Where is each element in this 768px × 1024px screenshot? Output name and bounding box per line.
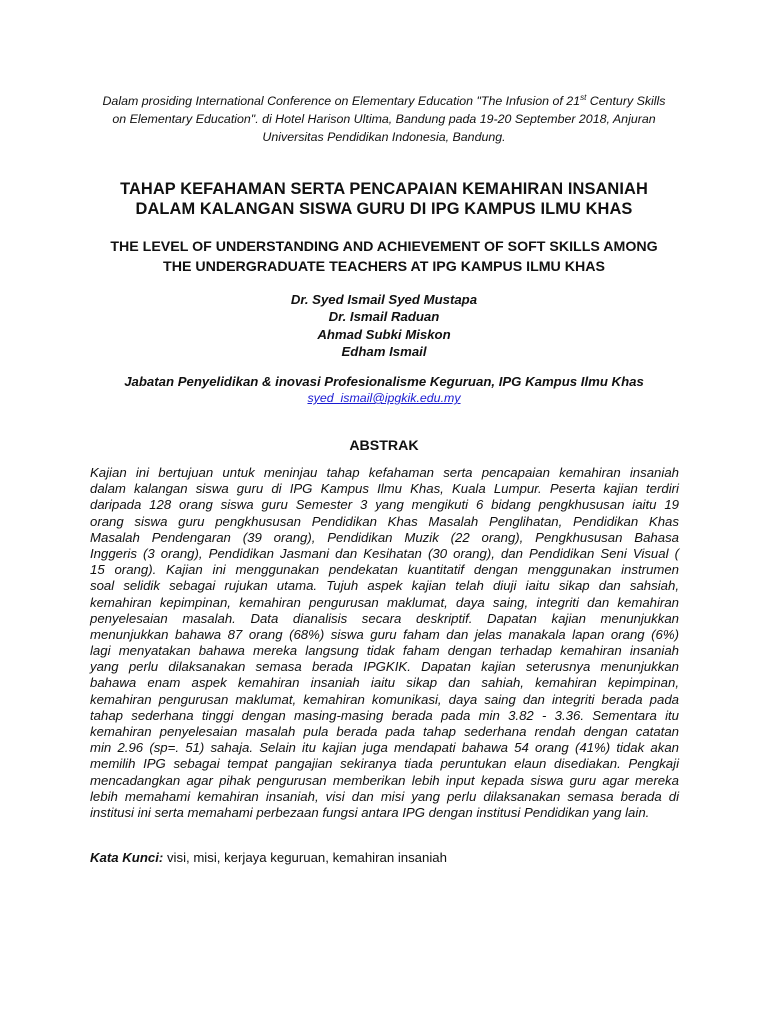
proceedings-line-1 (86, 92, 682, 110)
abstract-line: bahawa enam aspek kemahiran insaniah iaitu sikap dan sahiah, kemahiran kepimpinan, (90, 675, 679, 691)
author-name: Ahmad Subki Miskon (317, 326, 451, 342)
author-name: Dr. Syed Ismail Syed Mustapa (290, 292, 478, 307)
proceedings-text-b: Century Skills (586, 94, 666, 108)
proceedings-text-a: Dalam prosiding International Conference on Elementary Education "The Infusion of 21 (102, 94, 581, 108)
title-english (70, 237, 698, 277)
abstract-line: daripada 128 orang siswa guru Semester 3 yang mengikuti 6 bidang pengkhususan iaitu 19 (90, 497, 679, 513)
author-email-link[interactable]: syed_ismail@ipgkik.edu.my (307, 391, 461, 405)
abstract-line: dalam kalangan siswa guru di IPG Kampus Ilmu Khas, Kuala Lumpur. Peserta kajian terdiri (90, 481, 679, 497)
abstract-heading: ABSTRAK (349, 438, 419, 454)
abstract-line: Kajian ini bertujuan untuk meninjau tahap kefahaman serta pencapaian kemahiran insaniah (90, 465, 679, 480)
abstract-line: kemahiran pengurusan maklumat, kemahiran komunikasi, daya saing dan integriti berada pada (90, 691, 679, 707)
abstract-line: soal selidik sebagai rujukan utama. Tujuh aspek kajian telah diuji iaitu sikap dan sahsiah, (90, 578, 679, 594)
abstract-line: lebih memahami kemahiran insaniah, visi dan misi yang perlu dilaksanakan semasa berada di (90, 788, 679, 804)
proceedings-note (86, 92, 682, 146)
abstract-line: orang siswa guru pengkhususan Pendidikan Khas Masalah Penglihatan, Pendidikan Khas (90, 513, 679, 529)
abstract-line: memilih IPG sebagai tempat pangajian sekiranya tiada peruntukan elaun disediakan. Pengkaji (90, 756, 679, 772)
keywords-value: visi, misi, kerjaya keguruan, kemahiran insaniah (163, 850, 447, 865)
abstract-body (90, 465, 679, 821)
proceedings-superscript: st (580, 92, 587, 102)
abstract-line: mencadangkan agar pihak pengurusan memberikan lebih input kepada siswa guru agar mereka (90, 772, 679, 788)
author-affiliation: Jabatan Penyelidikan & inovasi Profesionalisme Keguruan, IPG Kampus Ilmu Khas (124, 374, 644, 389)
title-malay-line-2: DALAM KALANGAN SISWA GURU DI IPG KAMPUS ILMU KHAS (135, 200, 633, 218)
abstract-line: min 2.96 (sp=. 51) sahaja. Selain itu kajian juga mendapati bahawa 54 orang (41%) tidak akan (90, 740, 679, 756)
abstract-line: yang perlu dilaksanakan semasa berada IPGKIK. Dapatan kajian seterusnya menunjukkan (90, 659, 679, 675)
abstract-line: Masalah Pendengaran (39 orang), Pendidikan Muzik (22 orang), Pengkhususan Bahasa (90, 529, 679, 545)
abstract-line: institusi ini serta memahami perbezaan fungsi antara IPG dengan institusi Pendidikan yang lain. (90, 804, 650, 820)
author-name: Edham Ismail (341, 343, 427, 359)
abstract-line: tahap sederhana tinggi dengan masing-masing berada pada min 3.82 - 3.36. Sementara itu (90, 707, 679, 723)
author-list (184, 291, 584, 360)
title-english-line-2: THE UNDERGRADUATE TEACHERS AT IPG KAMPUS ILMU KHAS (163, 259, 605, 275)
proceedings-line-3: Universitas Pendidikan Indonesia, Bandung. (262, 130, 506, 144)
title-english-line-1: THE LEVEL OF UNDERSTANDING AND ACHIEVEMENT OF SOFT SKILLS AMONG (110, 239, 658, 255)
title-malay-line-1: TAHAP KEFAHAMAN SERTA PENCAPAIAN KEMAHIRAN INSANIAH (120, 180, 648, 198)
abstract-line: 15 orang). Kajian ini menggunakan pendekatan kuantitatif dengan menggunakan instrumen (90, 562, 679, 578)
abstract-line: penyelesaian masalah. Data dianalisis secara deskriptif. Dapatan kajian menunjukkan (90, 610, 679, 626)
abstract-line: kemahiran kepimpinan, kemahiran pengurusan maklumat, daya saing, integriti dan kemahiran (90, 594, 679, 610)
abstract-line: menunjukkan bahawa 87 orang (68%) siswa guru faham dan jelas manakala lapan orang (6%) (90, 626, 679, 642)
author-name: Dr. Ismail Raduan (328, 309, 440, 325)
proceedings-line-2: on Elementary Education". di Hotel Harison Ultima, Bandung pada 19-20 September 2018, Anjuran (112, 112, 656, 126)
keywords (90, 849, 679, 866)
abstract-line: lagi menyatakan bahawa mereka langsung tidak faham dengan terhadap kemahiran insaniah (90, 643, 679, 659)
abstract-line: Inggeris (3 orang), Pendidikan Jasmani dan Kesihatan (30 orang), dan Pendidikan Seni Visual ( (90, 545, 679, 561)
title-malay (70, 179, 698, 219)
abstract-line: kemahiran penyelesaian masalah pula berada pada tahap sederhana rendah dengan catatan (90, 724, 679, 739)
keywords-label: Kata Kunci: (90, 850, 164, 865)
